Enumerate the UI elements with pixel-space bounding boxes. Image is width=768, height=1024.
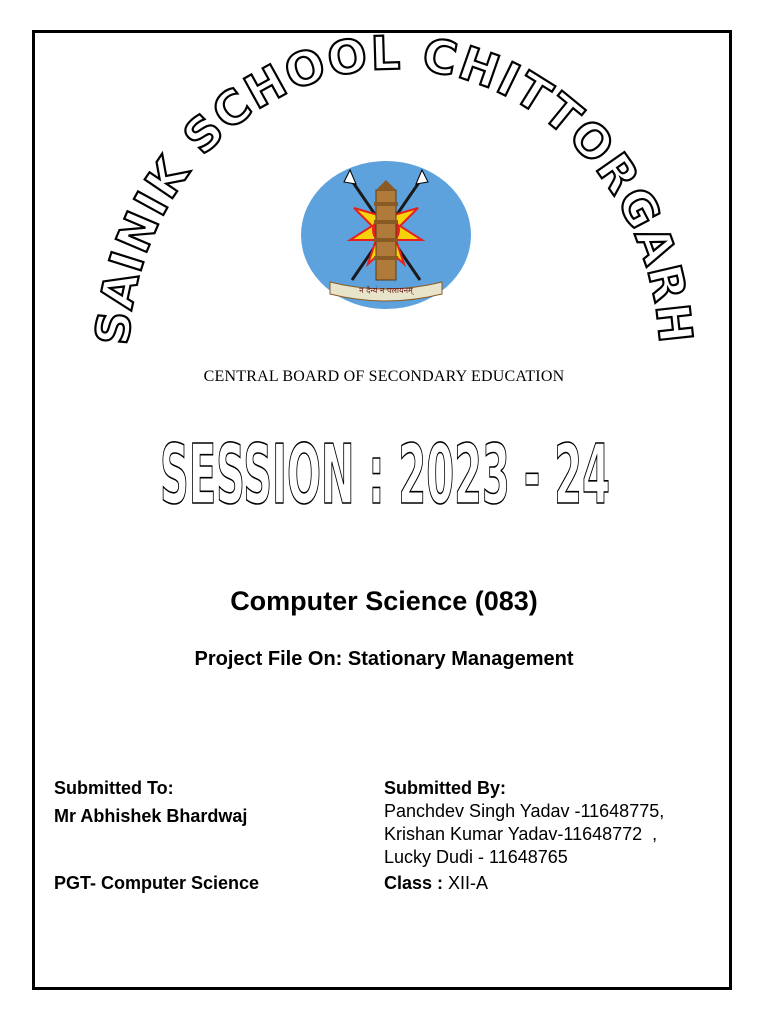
school-emblem-logo — [300, 160, 472, 310]
student-entry: Lucky Dudi - 11648765 — [384, 847, 568, 867]
subject-title: Computer Science (083) — [230, 586, 538, 616]
school-motto: न दैन्यं न पलायनम् — [359, 286, 413, 295]
student-entry: Krishan Kumar Yadav-11648772 , — [384, 824, 658, 844]
class-value: XII-A — [448, 873, 489, 893]
board-name: CENTRAL BOARD OF SECONDARY EDUCATION — [203, 368, 565, 385]
session-text: SESSION : 2023 - 24 — [160, 428, 610, 515]
submitted-to-label: Submitted To: — [54, 778, 174, 798]
student-entry: Panchdev Singh Yadav -11648775, — [384, 801, 665, 821]
class-label: Class : — [384, 873, 444, 893]
teacher-name: Mr Abhishek Bhardwaj — [54, 806, 248, 826]
project-title: Project File On: Stationary Management — [194, 648, 574, 670]
teacher-designation: PGT- Computer Science — [54, 873, 260, 893]
session-title — [150, 425, 620, 515]
school-name-text: SAINIK SCHOOL CHITTORGARH — [85, 25, 704, 348]
class-line — [384, 873, 488, 894]
submitted-by-label: Submitted By: — [384, 778, 507, 798]
